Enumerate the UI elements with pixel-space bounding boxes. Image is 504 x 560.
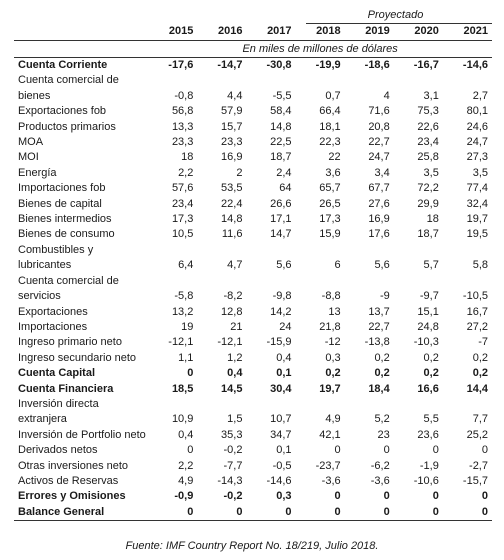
value-cell: -10,6 (413, 474, 439, 487)
value-cell: 15,1 (417, 305, 439, 318)
projected-header (14, 8, 492, 22)
balance-of-payments-table-container (14, 8, 492, 521)
value-cell: 67,7 (368, 182, 390, 195)
value-cell: 16,7 (466, 305, 488, 318)
value-cell: 13,2 (171, 305, 194, 318)
value-cell: 4,9 (178, 474, 194, 487)
table-row (14, 397, 492, 428)
row-label: Balance General (14, 505, 148, 521)
value-cell: -0,2 (223, 490, 243, 503)
value-cell: 22,5 (270, 136, 292, 149)
value-cell: 0 (334, 490, 341, 503)
value-cell: -7 (478, 336, 488, 349)
table-row (14, 459, 492, 474)
value-cell: 22 (328, 151, 341, 164)
year-header: 2015 (148, 22, 197, 41)
value-cell: 25,8 (417, 151, 439, 164)
value-cell: 23 (377, 428, 390, 441)
value-cell: 10,9 (171, 413, 194, 426)
value-cell: 14,2 (270, 305, 292, 318)
row-label: Bienes de consumo (18, 228, 115, 241)
value-cell: 15,9 (319, 228, 341, 241)
value-cell: 20,8 (368, 120, 390, 133)
value-cell: 2 (236, 166, 243, 179)
value-cell: -9,8 (272, 290, 292, 303)
value-cell: 0,2 (423, 351, 439, 364)
value-cell: 23,4 (417, 136, 439, 149)
value-cell: 80,1 (466, 105, 488, 118)
row-label: Combustibles y lubricantes (18, 243, 94, 272)
value-cell: 0 (334, 444, 341, 457)
value-cell: 24,7 (368, 151, 390, 164)
value-cell: 75,3 (417, 105, 439, 118)
row-label: Cuenta Capital (18, 367, 96, 380)
value-cell: -0,5 (272, 459, 292, 472)
value-cell: 3,6 (325, 166, 341, 179)
table-row (14, 489, 492, 504)
value-cell: 18,5 (171, 382, 194, 395)
value-cell: -10,5 (462, 290, 488, 303)
value-cell: 21,8 (319, 320, 341, 333)
value-cell: -18,6 (364, 59, 390, 71)
row-label: Errores y Omisiones (18, 490, 126, 503)
value-cell: -2,7 (469, 459, 488, 472)
year-header: 2016 (197, 22, 246, 41)
value-cell: 35,3 (221, 428, 243, 441)
value-cell: 0,2 (472, 367, 488, 380)
value-cell: 0 (296, 505, 345, 521)
value-cell: 21 (230, 320, 243, 333)
value-cell: 3,4 (374, 166, 390, 179)
value-cell: 6 (334, 259, 341, 272)
row-label: Bienes intermedios (18, 213, 112, 226)
value-cell: 17,3 (171, 213, 194, 226)
value-cell: 0,1 (276, 367, 292, 380)
value-cell: 17,6 (368, 228, 390, 241)
unit-note-row (14, 41, 492, 58)
row-label: Exportaciones fob (18, 105, 107, 118)
value-cell: 18,7 (270, 151, 292, 164)
table-row (14, 320, 492, 335)
value-cell: -12 (324, 336, 341, 349)
table-row (14, 73, 492, 104)
value-cell: 23,3 (221, 136, 243, 149)
table-row (14, 120, 492, 135)
value-cell: 0 (197, 505, 246, 521)
table-row (14, 474, 492, 489)
value-cell: -9 (379, 290, 390, 303)
value-cell: 57,9 (221, 105, 243, 118)
value-cell: 32,4 (466, 197, 488, 210)
row-label: Bienes de capital (18, 197, 102, 210)
value-cell: 0 (481, 444, 488, 457)
table-row (14, 366, 492, 381)
table-row (14, 212, 492, 227)
value-cell: 19,7 (319, 382, 341, 395)
value-cell: 19 (181, 320, 194, 333)
value-cell: 5,8 (472, 259, 488, 272)
table-row (14, 135, 492, 150)
value-cell: 0 (148, 505, 197, 521)
value-cell: -0,9 (174, 490, 194, 503)
table-row (14, 305, 492, 320)
value-cell: 0 (246, 505, 295, 521)
value-cell: 0 (481, 490, 488, 503)
value-cell: 58,4 (270, 105, 292, 118)
value-cell: 12,8 (221, 305, 243, 318)
projected-underline (306, 23, 492, 24)
value-cell: 18,4 (368, 382, 390, 395)
value-cell: 77,4 (466, 182, 488, 195)
value-cell: 4,9 (325, 413, 341, 426)
value-cell: 23,4 (171, 197, 194, 210)
value-cell: -6,2 (370, 459, 390, 472)
value-cell: 5,7 (423, 259, 439, 272)
table-row (14, 181, 492, 196)
value-cell: 17,3 (319, 213, 341, 226)
table-body (14, 41, 492, 521)
value-cell: 0,1 (276, 444, 292, 457)
value-cell: -23,7 (315, 459, 341, 472)
value-cell: -12,1 (168, 336, 194, 349)
table-row (14, 428, 492, 443)
table-row (14, 505, 492, 521)
value-cell: 4,4 (227, 89, 243, 102)
value-cell: -1,9 (419, 459, 439, 472)
value-cell: -14,3 (217, 474, 243, 487)
value-cell: 27,3 (466, 151, 488, 164)
table-row (14, 150, 492, 165)
value-cell: 22,7 (368, 320, 390, 333)
row-label: Activos de Reservas (18, 474, 119, 487)
value-cell: -19,9 (315, 59, 341, 71)
value-cell: -7,7 (223, 459, 243, 472)
value-cell: 23,6 (417, 428, 439, 441)
value-cell: 0 (394, 505, 443, 521)
table-row (14, 243, 492, 274)
value-cell: 53,5 (221, 182, 243, 195)
value-cell: -8,8 (321, 290, 341, 303)
value-cell: 10,7 (270, 413, 292, 426)
value-cell: 0,2 (325, 367, 341, 380)
projected-label: Proyectado (367, 9, 424, 21)
value-cell: -15,7 (462, 474, 488, 487)
value-cell: 42,1 (319, 428, 341, 441)
value-cell: 2,7 (472, 89, 488, 102)
row-label: Importaciones fob (18, 182, 106, 195)
value-cell: 5,6 (374, 259, 390, 272)
value-cell: -5,8 (174, 290, 194, 303)
value-cell: 14,8 (221, 213, 243, 226)
year-header: 2019 (345, 22, 394, 41)
value-cell: 2,2 (178, 166, 194, 179)
row-label: Inversión directa extranjera (18, 397, 99, 426)
value-cell: 0 (383, 444, 390, 457)
value-cell: 0 (345, 505, 394, 521)
value-cell: -14,7 (217, 59, 243, 71)
value-cell: 0,4 (276, 351, 292, 364)
value-cell: 0,4 (178, 428, 194, 441)
value-cell: 10,5 (171, 228, 194, 241)
value-cell: 18,1 (319, 120, 341, 133)
value-cell: 26,5 (319, 197, 341, 210)
value-cell: 24 (279, 320, 292, 333)
value-cell: 19,7 (466, 213, 488, 226)
value-cell: -3,6 (370, 474, 390, 487)
table-row (14, 104, 492, 119)
value-cell: 11,6 (221, 228, 243, 241)
value-cell: 19,5 (466, 228, 488, 241)
row-label: Cuenta comercial de bienes (18, 74, 119, 102)
value-cell: 0 (383, 490, 390, 503)
row-label: Ingreso primario neto (18, 336, 122, 349)
table-row (14, 274, 492, 305)
value-cell: 24,7 (466, 136, 488, 149)
value-cell: 22,6 (417, 120, 439, 133)
value-cell: -30,8 (266, 59, 292, 71)
table-row (14, 443, 492, 458)
value-cell: 24,6 (466, 120, 488, 133)
value-cell: -16,7 (413, 59, 439, 71)
value-cell: 72,2 (417, 182, 439, 195)
value-cell: 56,8 (171, 105, 194, 118)
value-cell: -15,9 (266, 336, 292, 349)
value-cell: 18 (181, 151, 194, 164)
value-cell: -9,7 (419, 290, 439, 303)
row-label: Ingreso secundario neto (18, 351, 137, 364)
value-cell: 0 (187, 444, 194, 457)
value-cell: 0,2 (472, 351, 488, 364)
value-cell: 0,3 (276, 490, 292, 503)
value-cell: 16,9 (368, 213, 390, 226)
value-cell: 30,4 (270, 382, 292, 395)
value-cell: 4,7 (227, 259, 243, 272)
row-label: Cuenta comercial de servicios (18, 274, 119, 303)
value-cell: 1,5 (227, 413, 243, 426)
value-cell: 14,7 (270, 228, 292, 241)
value-cell: 17,1 (270, 213, 292, 226)
value-cell: 0,2 (374, 367, 390, 380)
value-cell: 57,6 (171, 182, 194, 195)
value-cell: -12,1 (217, 336, 243, 349)
value-cell: -14,6 (266, 474, 292, 487)
value-cell: 22,7 (368, 136, 390, 149)
row-label: MOA (18, 136, 44, 149)
table-row (14, 335, 492, 350)
value-cell: -13,8 (364, 336, 390, 349)
value-cell: 5,2 (374, 413, 390, 426)
value-cell: 13,7 (368, 305, 390, 318)
value-cell: 64 (279, 182, 292, 195)
value-cell: 27,6 (368, 197, 390, 210)
table-row (14, 351, 492, 366)
value-cell: 1,2 (227, 351, 243, 364)
value-cell: 23,3 (171, 136, 194, 149)
value-cell: 66,4 (319, 105, 341, 118)
row-label: Cuenta Corriente (18, 59, 108, 71)
year-header: 2020 (394, 22, 443, 41)
value-cell: 0,2 (374, 351, 390, 364)
value-cell: 34,7 (270, 428, 292, 441)
value-cell: 14,8 (270, 120, 292, 133)
value-cell: 3,1 (423, 89, 439, 102)
balance-of-payments-table (14, 22, 492, 521)
value-cell: 22,4 (221, 197, 243, 210)
unit-note: En miles de millones de dólares (148, 41, 492, 58)
value-cell: 29,9 (417, 197, 439, 210)
value-cell: -0,2 (223, 444, 243, 457)
table-row (14, 382, 492, 397)
row-label: Exportaciones (18, 305, 88, 318)
table-row (14, 166, 492, 181)
value-cell: 25,2 (466, 428, 488, 441)
value-cell: 26,6 (270, 197, 292, 210)
value-cell: -14,6 (462, 59, 488, 71)
year-header: 2017 (246, 22, 295, 41)
table-row (14, 197, 492, 212)
unit-note-spacer (14, 41, 148, 58)
value-cell: 0 (443, 505, 492, 521)
value-cell: 5,6 (276, 259, 292, 272)
value-cell: 1,1 (178, 351, 194, 364)
row-label: Otras inversiones neto (18, 459, 129, 472)
value-cell: 5,5 (423, 413, 439, 426)
value-cell: -10,3 (413, 336, 439, 349)
value-cell: 4 (383, 89, 390, 102)
value-cell: 2,4 (276, 166, 292, 179)
value-cell: 27,2 (466, 320, 488, 333)
value-cell: 15,7 (221, 120, 243, 133)
value-cell: 3,5 (472, 166, 488, 179)
value-cell: 0,3 (325, 351, 341, 364)
value-cell: 0,2 (423, 367, 439, 380)
value-cell: -3,6 (321, 474, 341, 487)
value-cell: -5,5 (272, 89, 292, 102)
year-header-row (14, 22, 492, 41)
row-label: Energía (18, 166, 57, 179)
value-cell: 0 (432, 444, 439, 457)
value-cell: 6,4 (178, 259, 194, 272)
value-cell: 71,6 (368, 105, 390, 118)
value-cell: 0,4 (227, 367, 243, 380)
year-header: 2018 (296, 22, 345, 41)
row-label: Derivados netos (18, 444, 98, 457)
row-label: Productos primarios (18, 120, 116, 133)
value-cell: -17,6 (168, 59, 194, 71)
source-note: Fuente: IMF Country Report No. 18/219, Julio 2018. (125, 540, 379, 552)
row-label: Cuenta Financiera (18, 382, 114, 395)
value-cell: -0,8 (174, 89, 194, 102)
value-cell: 16,9 (221, 151, 243, 164)
value-cell: 22,3 (319, 136, 341, 149)
value-cell: 18 (426, 213, 439, 226)
value-cell: 24,8 (417, 320, 439, 333)
value-cell: 0 (432, 490, 439, 503)
value-cell: 0,7 (325, 89, 341, 102)
value-cell: 13,3 (171, 120, 194, 133)
value-cell: 2,2 (178, 459, 194, 472)
value-cell: 16,6 (417, 382, 439, 395)
value-cell: 65,7 (319, 182, 341, 195)
row-label: Inversión de Portfolio neto (18, 428, 146, 441)
value-cell: 14,5 (221, 382, 243, 395)
value-cell: -8,2 (223, 290, 243, 303)
table-row (14, 58, 492, 74)
value-cell: 18,7 (417, 228, 439, 241)
row-label: MOI (18, 151, 39, 164)
value-cell: 13 (328, 305, 341, 318)
year-header: 2021 (443, 22, 492, 41)
value-cell: 0 (187, 367, 194, 380)
table-row (14, 227, 492, 242)
value-cell: 7,7 (472, 413, 488, 426)
value-cell: 3,5 (423, 166, 439, 179)
label-header (14, 22, 148, 41)
row-label: Importaciones (18, 320, 88, 333)
value-cell: 14,4 (466, 382, 488, 395)
